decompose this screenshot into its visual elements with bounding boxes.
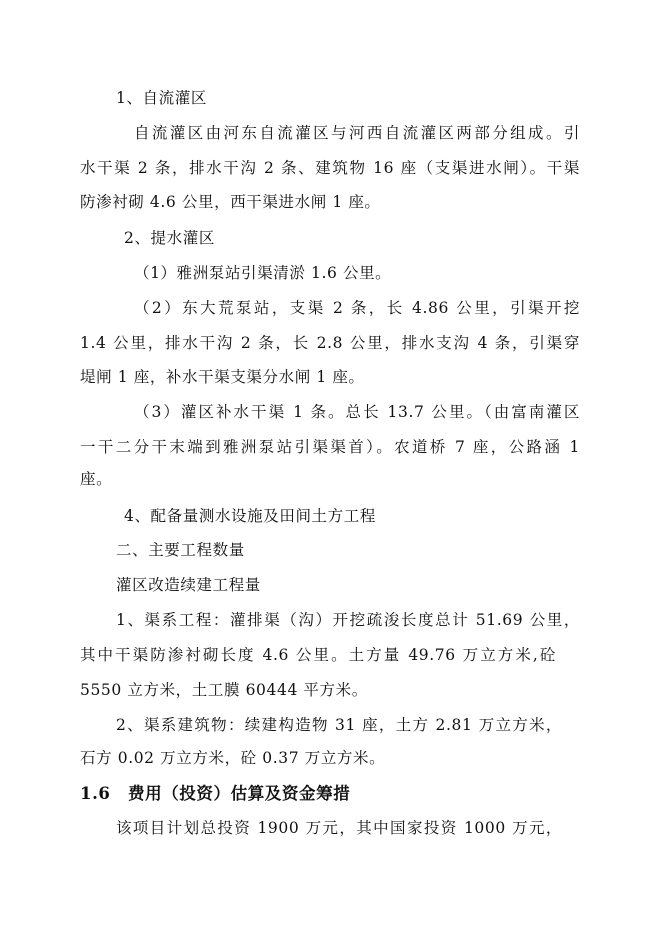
paragraph-line: 自流灌区由河东自流灌区与河西自流灌区两部分组成。引 xyxy=(134,124,580,142)
section-title: 费用（投资）估算及资金筹措 xyxy=(128,784,351,803)
paragraph-line: 1.4 公里，排水干沟 2 条，长 2.8 公里，排水支沟 4 条，引渠穿 xyxy=(80,334,580,352)
section-number: 1.6 xyxy=(80,784,111,803)
paragraph-line: 2、渠系建筑物：续建构造物 31 座，土方 2.81 万立方米， xyxy=(116,716,562,734)
list-item-2: （2）东大荒泵站，支渠 2 条，长 4.86 公里，引渠开挖 xyxy=(134,299,580,317)
paragraph-line: 座。 xyxy=(80,470,113,488)
heading-pump-irrigation: 2、提水灌区 xyxy=(124,229,215,247)
paragraph-line: 防渗衬砌 4.6 公里，西干渠进水闸 1 座。 xyxy=(80,193,381,211)
list-item-1: （1）雅洲泵站引渠清淤 1.6 公里。 xyxy=(134,264,392,282)
list-item-3: （3）灌区补水干渠 1 条。总长 13.7 公里。（由富南灌区 xyxy=(134,403,580,421)
paragraph-line: 1、渠系工程：灌排渠（沟）开挖疏浚长度总计 51.69 公里， xyxy=(116,611,580,629)
paragraph-line: 5550 立方米，土工膜 60444 平方米。 xyxy=(80,681,368,699)
heading-gravity-irrigation: 1、自流灌区 xyxy=(116,89,207,107)
subheading-continued-works: 灌区改造续建工程量 xyxy=(116,576,261,594)
heading-main-quantities: 二、主要工程数量 xyxy=(116,541,245,559)
paragraph-line: 石方 0.02 万立方米，砼 0.37 万立方米。 xyxy=(80,749,386,767)
paragraph-line: 该项目计划总投资 1900 万元，其中国家投资 1000 万元， xyxy=(116,819,562,837)
paragraph-line: 堤闸 1 座，补水干渠支渠分水闸 1 座。 xyxy=(80,368,365,386)
paragraph-line: 水干渠 2 条，排水干沟 2 条、建筑物 16 座（支渠进水闸）。干渠 xyxy=(80,159,580,177)
paragraph-line: 其中干渠防渗衬砌长度 4.6 公里。土方量 49.76 万立方米,砼 xyxy=(80,646,556,664)
section-heading xyxy=(80,784,350,804)
heading-metering-facilities: 4、配备量测水设施及田间土方工程 xyxy=(124,507,376,525)
paragraph-line: 一干二分干末端到雅洲泵站引渠渠首）。农道桥 7 座，公路涵 1 xyxy=(80,438,580,456)
